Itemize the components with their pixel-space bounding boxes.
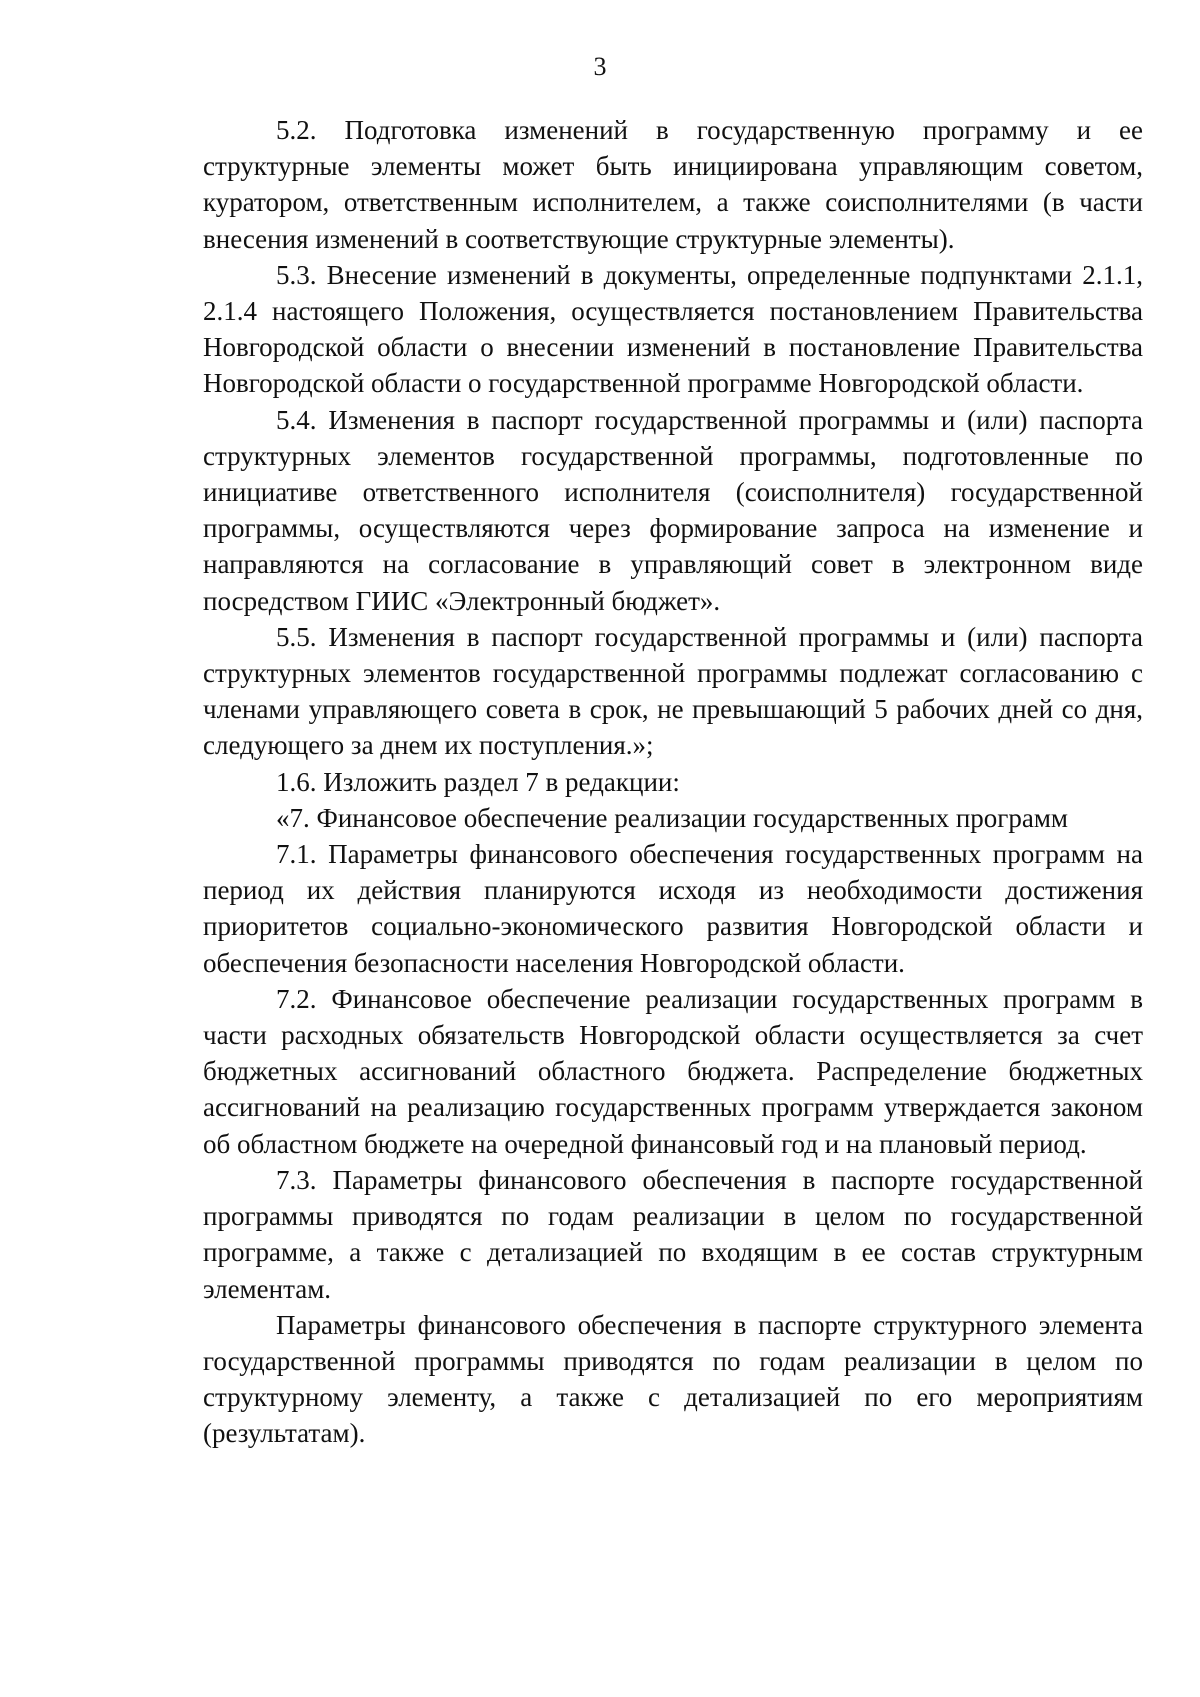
paragraph-7-3-structural-element: Параметры финансового обеспечения в паспорте структурного элемента государственной программы приводятся по годам реализации в целом по структурному элементу, а также с детализацией по его мероприятиям (результатам). bbox=[203, 1309, 1143, 1449]
document-body bbox=[203, 112, 1143, 1452]
paragraph-7-2: 7.2. Финансовое обеспечение реализации государственных программ в части расходных обязательств Новгородской области осуществляется за счет бюджетных ассигнований областного бюджета. Распределение бюджетных ассигнований на реализацию государственных программ утверждается законом об областном бюджете на очередной финансовый год и на плановый период. bbox=[203, 983, 1143, 1159]
paragraph-5-2: 5.2. Подготовка изменений в государственную программу и ее структурные элементы может быть инициирована управляющим советом, куратором, ответственным исполнителем, а также соисполнителями (в части внесения изменений в соответствующие структурные элементы). bbox=[203, 115, 1143, 254]
paragraph-5-3: 5.3. Внесение изменений в документы, определенные подпунктами 2.1.1, 2.1.4 настоящего Положения, осуществляется постановлением Правительства Новгородской области о внесении изменений в постановление Правительства Новгородской области о государственной программе Новгородской области. bbox=[203, 259, 1143, 399]
paragraph-7-1: 7.1. Параметры финансового обеспечения государственных программ на период их действия планируются исходя из необходимости достижения приоритетов социально-экономического развития Новгородской области и обеспечения безопасности населения Новгородской области. bbox=[203, 839, 1143, 978]
paragraph-5-4: 5.4. Изменения в паспорт государственной программы и (или) паспорта структурных элементов государственной программы, подготовленные по инициативе ответственного исполнителя (соисполнителя) государственной программы, осуществляются через формирование запроса на изменение и направляются на согласование в управляющий совет в электронном виде посредством ГИИС «Электронный бюджет». bbox=[203, 404, 1143, 616]
section-7-heading: «7. Финансовое обеспечение реализации государственных программ bbox=[276, 802, 1069, 833]
paragraph-5-5: 5.5. Изменения в паспорт государственной программы и (или) паспорта структурных элементов государственной программы подлежат согласованию с членами управляющего совета в срок, не превышающий 5 рабочих дней со дня, следующего за днем их поступления.»; bbox=[203, 621, 1143, 761]
paragraph-7-3: 7.3. Параметры финансового обеспечения в паспорте государственной программы приводятся по годам реализации в целом по государственной программе, а также с детализацией по входящим в ее состав структурным элементам. bbox=[203, 1164, 1143, 1304]
page-number: 3 bbox=[593, 52, 607, 81]
paragraph-1-6: 1.6. Изложить раздел 7 в редакции: bbox=[276, 766, 680, 797]
